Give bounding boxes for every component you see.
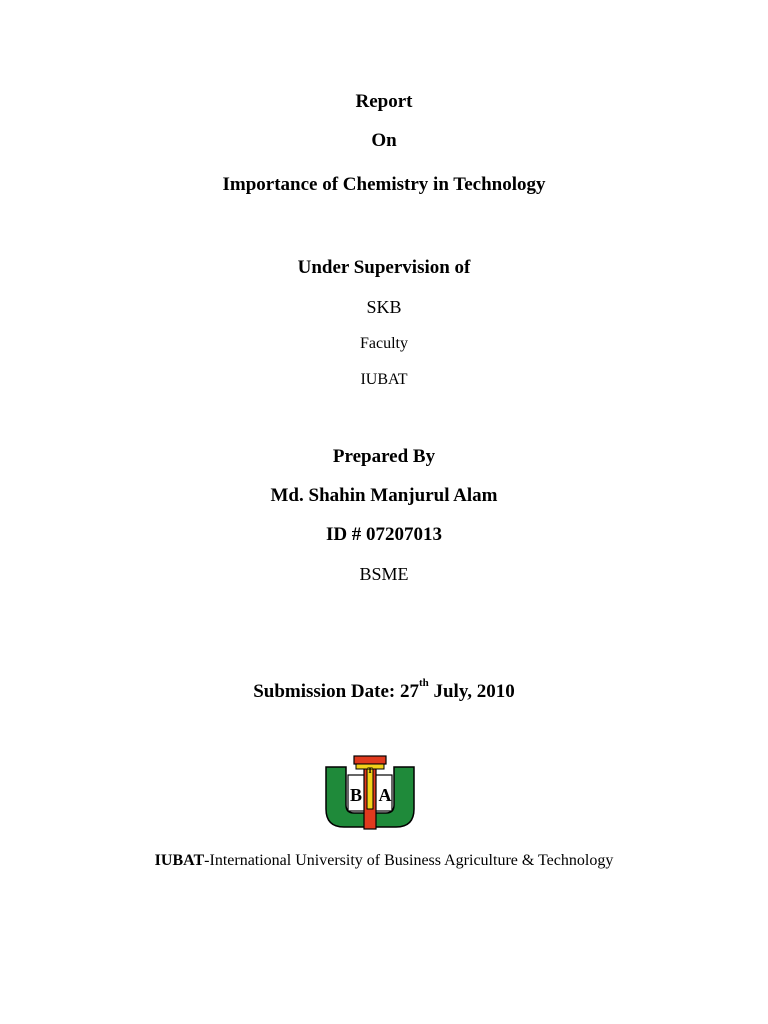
logo-letter-b: B	[349, 785, 363, 805]
report-label: Report	[355, 91, 413, 112]
author-name: Md. Shahin Manjurul Alam	[270, 485, 498, 506]
submission-date-label: Submission Date: 27	[253, 681, 419, 702]
report-title: Importance of Chemistry in Technology	[222, 174, 546, 195]
iubat-logo	[324, 753, 416, 831]
supervisor-role: Faculty	[360, 335, 408, 352]
footer-line	[0, 853, 768, 869]
logo-letter-t: T	[367, 766, 373, 775]
logo-letter-a: A	[378, 785, 392, 805]
submission-date	[0, 677, 768, 702]
iubat-logo-graphic	[324, 753, 416, 831]
supervisor-institution: IUBAT	[360, 371, 408, 388]
submission-date-ordinal: th	[418, 677, 429, 689]
author-id: ID # 07207013	[325, 524, 443, 545]
footer-abbr: IUBAT	[154, 852, 205, 869]
author-program: BSME	[359, 564, 409, 584]
supervisor-name: SKB	[366, 297, 402, 317]
logo-yellow-t-stem	[367, 769, 373, 809]
prepared-heading: Prepared By	[332, 446, 436, 467]
report-on-label: On	[371, 130, 397, 151]
submission-date-rest: July, 2010	[428, 681, 515, 702]
supervision-heading: Under Supervision of	[297, 257, 471, 278]
footer-full-name: -International University of Business Agriculture & Technology	[204, 852, 614, 869]
logo-red-cap	[354, 756, 386, 764]
